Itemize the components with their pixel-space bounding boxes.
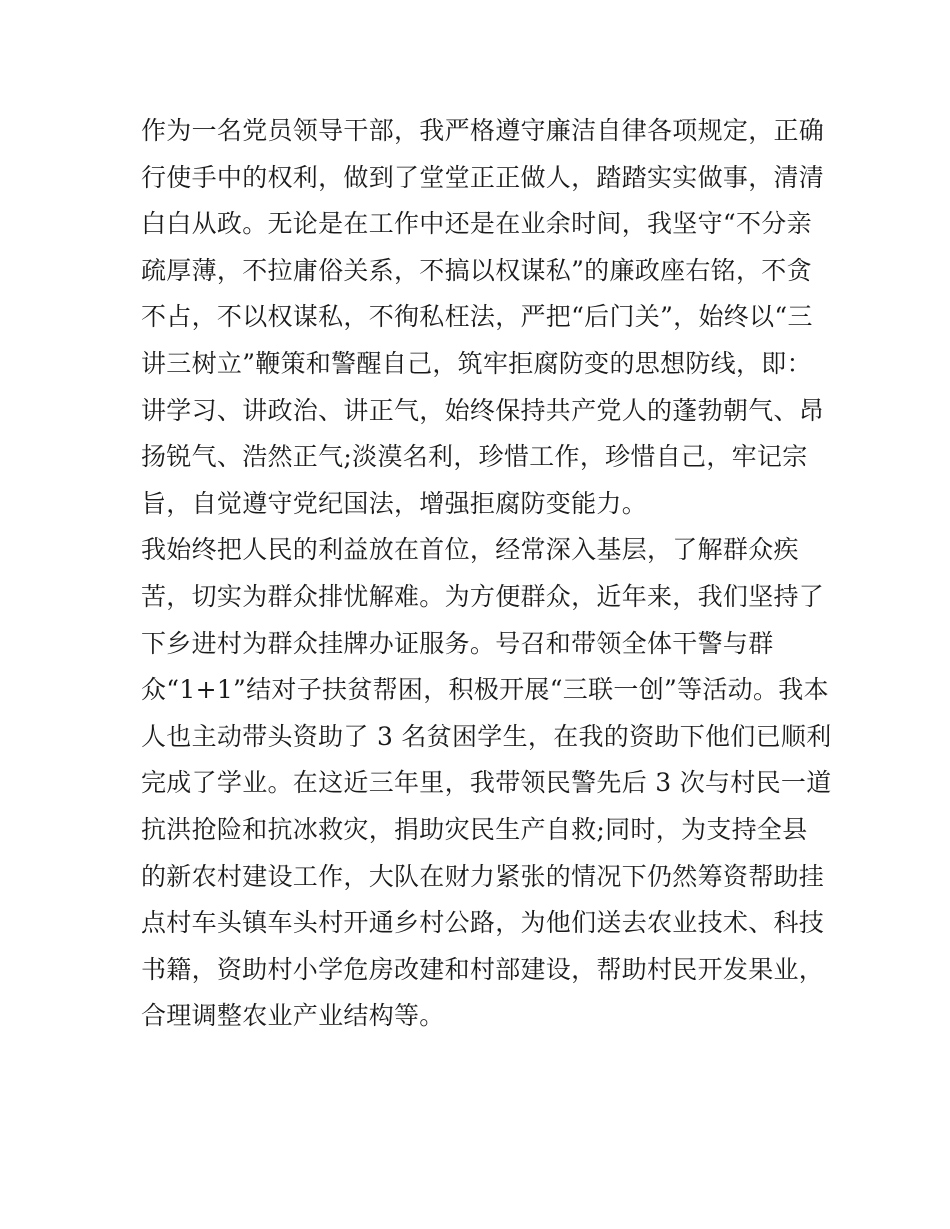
text-line: 众“1+1”结对子扶贫帮困，积极开展“三联一创”等活动。我本 — [141, 675, 829, 705]
text-line: 作为一名党员领导干部，我严格遵守廉洁自律各项规定，正确 — [141, 116, 825, 145]
text-line: 书籍，资助村小学危房改建和村部建设，帮助村民开发果业， — [141, 954, 825, 984]
body-text — [141, 108, 832, 1040]
text-line: 合理调整农业产业结构等。 — [141, 1001, 445, 1031]
text-line: 下乡进村为群众挂牌办证服务。号召和带领全体干警与群 — [141, 628, 774, 658]
text-line: 人也主动带头资助了 3 名贫困学生，在我的资助下他们已顺利 — [141, 721, 832, 751]
text-line: 点村车头镇车头村开通乡村公路，为他们送去农业技术、科技 — [141, 908, 825, 938]
text-line: 抗洪抢险和抗冰救灾，捐助灾民生产自救;同时，为支持全县 — [141, 814, 808, 844]
text-line: 的新农村建设工作，大队在财力紧张的情况下仍然筹资帮助挂 — [141, 861, 825, 891]
text-line: 讲三树立”鞭策和警醒自己，筑牢拒腐防变的思想防线，即： — [141, 348, 812, 378]
text-line: 讲学习、讲政治、讲正气，始终保持共产党人的蓬勃朝气、昂 — [141, 395, 825, 425]
text-line: 苦，切实为群众排忧解难。为方便群众，近年来，我们坚持了 — [141, 581, 825, 611]
text-line: 完成了学业。在这近三年里，我带领民警先后 3 次与村民一道 — [141, 768, 832, 798]
text-line: 疏厚薄，不拉庸俗关系，不搞以权谋私”的廉政座右铭，不贪 — [141, 255, 812, 285]
text-line: 白白从政。无论是在工作中还是在业余时间，我坚守“不分亲 — [141, 209, 812, 239]
text-line: 扬锐气、浩然正气;淡漠名利，珍惜工作，珍惜自己，牢记宗 — [141, 442, 808, 472]
text-line: 行使手中的权利，做到了堂堂正正做人，踏踏实实做事，清清 — [141, 162, 825, 192]
text-line: 我始终把人民的利益放在首位，经常深入基层，了解群众疾 — [141, 535, 799, 565]
text-line: 不占，不以权谋私，不徇私枉法，严把“后门关”，始终以“三 — [141, 302, 813, 332]
text-line: 旨，自觉遵守党纪国法，增强拒腐防变能力。 — [141, 488, 648, 518]
